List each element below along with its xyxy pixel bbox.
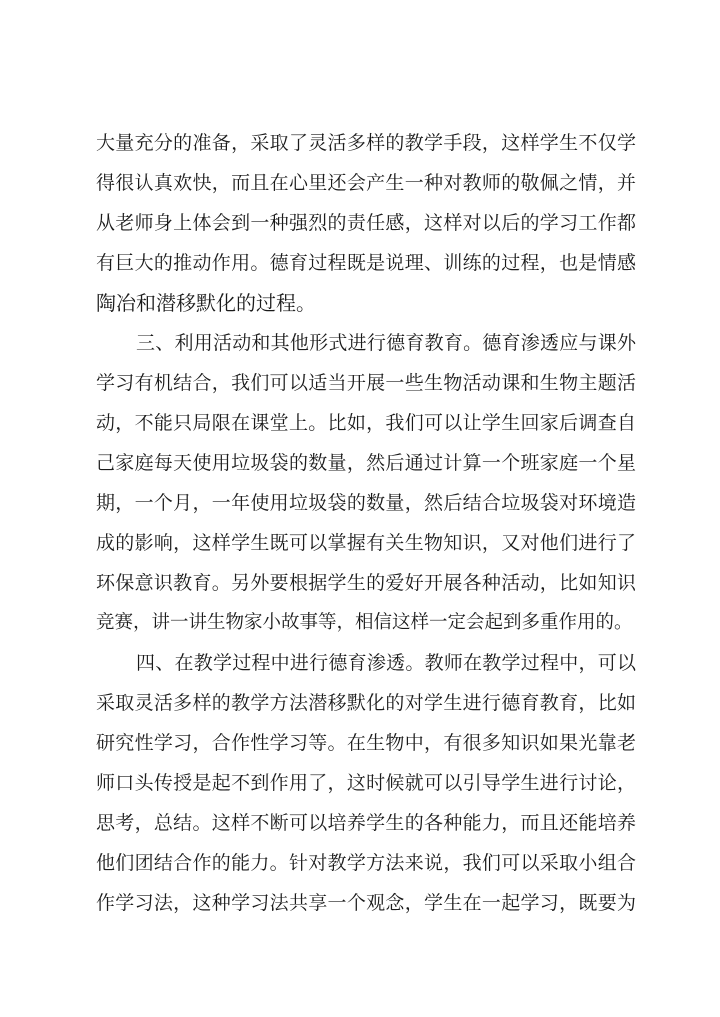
- text-line: 动，不能只局限在课堂上。比如，我们可以让学生回家后调查自: [96, 412, 636, 434]
- text-line: 研究性学习，合作性学习等。在生物中，有很多知识如果光靠老: [96, 732, 636, 754]
- body-text: [96, 123, 636, 923]
- text-line: 己家庭每天使用垃圾袋的数量，然后通过计算一个班家庭一个星: [96, 452, 636, 474]
- text-line: 他们团结合作的能力。针对教学方法来说，我们可以采取小组合: [96, 852, 636, 874]
- text-line: 四、在教学过程中进行德育渗透。教师在教学过程中，可以: [136, 652, 636, 674]
- text-line: 大量充分的准备，采取了灵活多样的教学手段，这样学生不仅学: [96, 132, 636, 154]
- text-line: 学习有机结合，我们可以适当开展一些生物活动课和生物主题活: [96, 372, 636, 394]
- text-line: 环保意识教育。另外要根据学生的爱好开展各种活动，比如知识: [96, 572, 636, 594]
- text-line: 师口头传授是起不到作用了，这时候就可以引导学生进行讨论，: [96, 772, 636, 794]
- text-line: 思考，总结。这样不断可以培养学生的各种能力，而且还能培养: [96, 812, 636, 834]
- text-line: 成的影响，这样学生既可以掌握有关生物知识，又对他们进行了: [96, 532, 636, 554]
- text-line: 陶冶和潜移默化的过程。: [96, 291, 316, 315]
- text-line: 有巨大的推动作用。德育过程既是说理、训练的过程，也是情感: [96, 252, 636, 274]
- text-line: 得很认真欢快，而且在心里还会产生一种对教师的敬佩之情，并: [96, 172, 636, 194]
- text-line: 三、利用活动和其他形式进行德育教育。德育渗透应与课外: [136, 332, 636, 354]
- text-line: 从老师身上体会到一种强烈的责任感，这样对以后的学习工作都: [96, 212, 636, 234]
- text-line: 期，一个月，一年使用垃圾袋的数量，然后结合垃圾袋对环境造: [96, 492, 636, 514]
- text-line: 竞赛，讲一讲生物家小故事等，相信这样一定会起到多重作用的。: [96, 612, 633, 633]
- text-line: 采取灵活多样的教学方法潜移默化的对学生进行德育教育，比如: [96, 692, 636, 714]
- text-line: 作学习法，这种学习法共享一个观念，学生在一起学习，既要为: [96, 892, 636, 914]
